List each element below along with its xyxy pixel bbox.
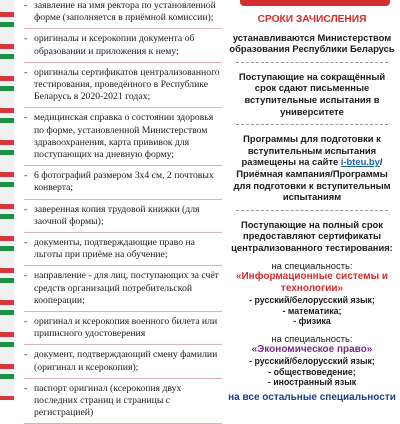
- subject-item: - обществоведение;: [268, 366, 356, 377]
- shortened-term-text: Поступающие на сокращённый срок сдают письменные вступительные испытания в университете: [238, 70, 386, 117]
- ornament-stripe: [0, 0, 14, 400]
- programs-text: [228, 133, 396, 203]
- document-item: [24, 349, 222, 378]
- other-specialties-text: на все остальные специальности: [228, 391, 396, 403]
- bullet-dash: -: [24, 270, 28, 282]
- specialty-subjects: [228, 295, 396, 327]
- document-text: оригиналы и ксерокопии документа об образовании и приложения к нему;: [34, 33, 195, 57]
- specialty-info-systems: «Информационные системы и технологии»: [235, 271, 389, 295]
- subject-item: - русский/белорусский язык;: [249, 356, 375, 367]
- deadlines-text: устанавливаются Министерством образования Республики Беларусь: [229, 31, 395, 55]
- document-item: [24, 170, 222, 199]
- bullet-dash: -: [24, 66, 28, 78]
- document-item: [24, 270, 222, 312]
- programs-pre: Программы для подготовки к вступительным испытания размещены на сайте: [241, 133, 381, 168]
- document-text: документы, подтверждающие право на льготы при приёме на обучение;: [34, 237, 195, 261]
- divider: [236, 62, 387, 63]
- document-text: заверенная копия трудовой книжки (для заочной формы);: [34, 203, 200, 227]
- document-item: [24, 204, 222, 233]
- document-item: [24, 316, 222, 345]
- document-item: [24, 383, 222, 424]
- subject-item: - физика: [293, 316, 331, 327]
- subject-item: - иностранный язык: [267, 377, 357, 388]
- document-item: [24, 112, 222, 166]
- site-link[interactable]: i-bteu.by: [340, 156, 380, 168]
- specialty-label: на специальность:: [271, 332, 353, 344]
- document-text: заявление на имя ректора по установленной форме (заполняется в приёмной комиссии);: [34, 0, 216, 24]
- subject-item: - математика;: [282, 305, 342, 316]
- document-text: документ, подтверждающий смену фамилии (оригинал и ксерокопия);: [34, 349, 218, 373]
- bullet-dash: -: [24, 0, 28, 11]
- specialty-economic-law: «Экономическое право»: [251, 344, 373, 356]
- document-item: [24, 0, 222, 29]
- programs-post: /Приёмная кампания/Программы для подготовки к вступительным испытаниям: [233, 156, 391, 203]
- bullet-dash: -: [24, 170, 28, 182]
- document-item: [24, 67, 222, 109]
- document-text: паспорт оригинал (ксерокопия двух последних страниц и страницы с регистрацией): [34, 382, 182, 419]
- document-text: медицинская справка о состоянии здоровья по форме, установленной Министерством здравоохранения, карта прививок для поступающих на дневную форму;: [34, 112, 214, 161]
- document-text: 6 фотографий размером 3x4 см, 2 почтовых конверта;: [34, 170, 214, 194]
- full-term-text: Поступающие на полный срок предоставляют сертификаты централизованного тестирования:: [231, 218, 393, 253]
- bullet-dash: -: [24, 382, 28, 394]
- specialty-label: на специальность:: [271, 259, 353, 271]
- subject-item: - русский/белорусский язык;: [249, 295, 375, 306]
- document-item: [24, 33, 222, 62]
- divider: [236, 124, 387, 125]
- document-text: оригиналы сертификатов централизованного тестирования, проведённого в Республике Беларусь в 2020-2021 годах;: [34, 66, 220, 103]
- documents-list: [24, 0, 222, 419]
- enrollment-deadlines-heading: СРОКИ ЗАЧИСЛЕНИЯ: [257, 14, 367, 25]
- bullet-dash: -: [24, 203, 28, 215]
- bullet-dash: -: [24, 33, 28, 45]
- bullet-dash: -: [24, 316, 28, 328]
- document-text: направление - для лиц, поступающих за счёт средств организаций потребительской кооперации;: [34, 270, 219, 306]
- specialty-subjects: [228, 356, 396, 388]
- enrollment-info: [228, 0, 396, 403]
- bullet-dash: -: [24, 237, 28, 249]
- bullet-dash: -: [24, 349, 28, 361]
- document-text: оригинал и ксерокопия военного билета или приписного удостоверения: [34, 316, 218, 340]
- document-item: [24, 237, 222, 266]
- bullet-dash: -: [24, 112, 28, 124]
- divider: [236, 210, 387, 211]
